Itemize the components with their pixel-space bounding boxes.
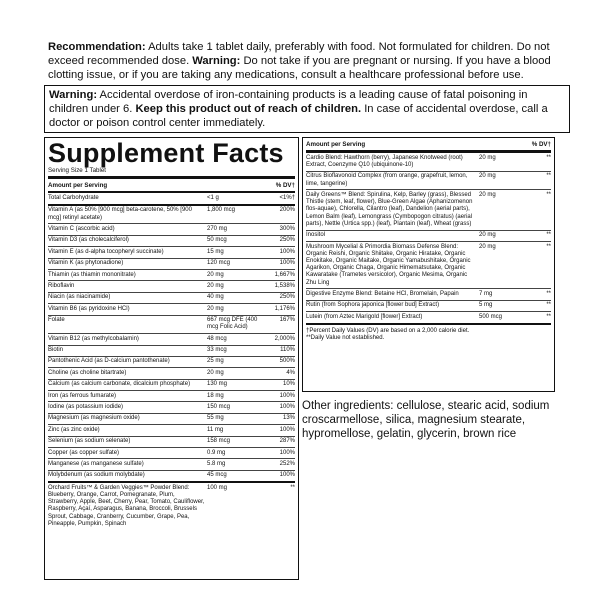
table-row: [48, 357, 295, 368]
nutrient-amount: 45 mcg: [207, 472, 227, 479]
nutrient-dv: 500%: [279, 358, 295, 365]
nutrient-dv: 13%: [282, 415, 295, 422]
nutrient-name: Copper (as copper sulfate): [48, 449, 120, 456]
table-row: [48, 270, 295, 281]
nutrient-name: Magnesium (as magnesium oxide): [48, 415, 140, 422]
table-row: [48, 448, 295, 459]
nutrient-amount: 0.9 mg: [207, 449, 226, 456]
table-row: [48, 304, 295, 315]
nutrient-dv: 4%: [286, 369, 295, 376]
table-row: [306, 153, 551, 172]
footnote-dv: †Percent Daily Values (DV) are based on a 2,000 calorie diet.: [306, 327, 470, 334]
table-row: [48, 206, 295, 225]
table-row: [48, 259, 295, 270]
nutrient-name: Thiamin (as thiamin mononitrate): [48, 271, 136, 278]
nutrient-dv: **: [546, 302, 551, 309]
table-row: [306, 242, 551, 289]
other-ingredients: Other ingredients: cellulose, stearic acid, sodium croscarmellose, silica, magnesium stearate, hypromellose, gelatin, glycerin, brown rice: [302, 400, 550, 440]
header-amount: Amount per Serving: [48, 182, 108, 190]
nutrient-name: Iodine (as potassium iodide): [48, 404, 124, 411]
warning-body: Accidental overdose of iron-containing products is a leading cause of fatal poisoning in children under 6.: [49, 89, 528, 115]
nutrient-dv: 100%: [279, 426, 295, 433]
table-row: [48, 368, 295, 379]
nutrient-dv: **: [546, 191, 551, 198]
nutrient-dv: 100%: [279, 404, 295, 411]
nutrient-amount: 5 mg: [479, 302, 493, 309]
nutrient-dv: 200%: [279, 207, 295, 214]
nutrient-amount: 1,800 mcg: [207, 207, 236, 214]
table-row: [48, 236, 295, 247]
nutrient-amount: 20 mg: [207, 305, 224, 312]
footnote-not-established: **Daily Value not established.: [306, 334, 385, 341]
nutrient-amount: 20 mg: [479, 243, 496, 250]
nutrient-amount: 20 mg: [479, 154, 496, 161]
nutrient-name: Manganese (as manganese sulfate): [48, 461, 144, 467]
nutrient-dv: **: [546, 290, 551, 297]
nutrient-amount: 120 mcg: [207, 260, 231, 267]
recommendation-body: Adults take 1 tablet daily, preferably with food. Not formulated for children. Do not exceed recommended dose.: [48, 41, 550, 67]
table-row: [48, 391, 295, 402]
header-dv-continued: % DV†: [531, 141, 551, 148]
nutrient-name: Folate: [48, 317, 65, 324]
nutrient-amount: 20 mg: [479, 191, 496, 198]
table-row: [306, 301, 551, 312]
table-row: [48, 316, 295, 335]
recommendation-warning-body: Do not take if you are pregnant or nursing. If you have a blood clotting issue, or if you are taking any medications, consult a healthcare professional before use.: [48, 55, 551, 81]
nutrient-name: Orchard Fruits™ & Garden Veggies™ Powder Blend: Blueberry, Orange, Carrot, Pomegranate, Plum, Strawberry, Apple, Beet, Cherry, Pear, Tomato, Cauliflower, Raspberry, Açaí, Asparagus, Banana, Broccoli, Brussels Sprout, Cabbage, Cranberry, Cucumber, Grape, Pea, Pineapple, Pumpkin, Spinach: [48, 484, 205, 527]
nutrient-name: Vitamin E (as d-alpha tocopheryl succinate): [48, 248, 164, 255]
nutrient-name: Biotin: [48, 347, 64, 354]
table-row: [48, 402, 295, 413]
nutrient-amount: 15 mg: [207, 248, 224, 255]
nutrient-dv: **: [546, 232, 551, 239]
nutrient-dv: 100%: [279, 260, 295, 267]
nutrient-dv: 250%: [279, 237, 295, 244]
nutrient-dv: 300%: [279, 225, 295, 232]
table-row: [48, 459, 295, 470]
nutrient-amount: 158 mcg: [207, 438, 231, 445]
table-row: [48, 471, 295, 483]
header-amount-continued: Amount per Serving: [306, 141, 366, 148]
nutrient-amount: 20 mg: [207, 369, 224, 376]
nutrient-name: Mushroom Mycelial & Primordia Biomass Defense Blend: Organic Reishi, Organic Shiitake, Organic Hiratake, Organic Enokitake, Organic Maitake, Organic Yamabushitake, Organic Agarikon, Organic Chaga, Organic Himematsutake, Organic Kawaratake (Trametes versicolor), Organic Mesima, Organic Zhu Ling: [306, 243, 471, 286]
nutrient-name: Niacin (as niacinamide): [48, 294, 111, 301]
nutrient-name: Zinc (as zinc oxide): [48, 426, 100, 433]
nutrient-amount: <1 g: [207, 195, 219, 201]
nutrient-dv: **: [546, 313, 551, 320]
nutrient-name: Vitamin K (as phytonadione): [48, 260, 124, 267]
nutrient-amount: 5.8 mg: [207, 461, 226, 467]
nutrient-dv: 100%: [279, 248, 295, 255]
table-row: [306, 190, 551, 230]
nutrient-rows: [48, 193, 295, 529]
nutrient-name: Calcium (as calcium carbonate, dicalcium phosphate): [48, 381, 191, 388]
table-row: [48, 425, 295, 436]
blend-rows: [306, 153, 551, 324]
supplement-facts-title: Supplement Facts: [48, 138, 284, 168]
recommendation-label: Recommendation:: [48, 41, 146, 53]
nutrient-name: Citrus Bioflavonoid Complex (from orange, grapefruit, lemon, lime, tangerine): [306, 173, 468, 187]
nutrient-dv: **: [546, 243, 551, 250]
nutrient-amount: 40 mg: [207, 294, 224, 301]
nutrient-dv: 167%: [279, 317, 295, 324]
nutrient-dv: <1%†: [279, 195, 295, 201]
supplement-facts-continued-panel: [302, 137, 555, 392]
nutrient-dv: 100%: [279, 472, 295, 479]
serving-size: Serving Size 1 Tablet: [48, 167, 295, 179]
table-row: [48, 293, 295, 304]
nutrient-dv: **: [546, 173, 551, 180]
nutrient-amount: 48 mcg: [207, 335, 227, 342]
nutrient-name: Daily Greens™ Blend: Spirulina, Kelp, Barley (grass), Blessed Thistle (stem, leaf, flower), Blue-Green Algae (Aphanizomenon flos-aquae), Chlorella, Cilantro (leaf), Dandelion (aerial parts), Lemon Balm (leaf), Lemongrass (Cymbopogon citratus) (aerial parts), Nettle (Urtica spp.) (leaf), Plantain (leaf), Wheat (grass): [306, 191, 473, 227]
nutrient-amount: 11 mg: [207, 426, 224, 433]
nutrient-name: Rutin (from Sophora japonica [flower bud] Extract): [306, 302, 440, 309]
nutrient-name: Pantothenic Acid (as D-calcium pantothenate): [48, 358, 170, 365]
table-row: [48, 224, 295, 235]
nutrient-name: Digestive Enzyme Blend: Betaine HCl, Bromelain, Papain: [306, 290, 459, 297]
table-row: [48, 193, 295, 205]
nutrient-dv: 250%: [279, 294, 295, 301]
nutrient-name: Lutein (from Aztec Marigold [flower] Extract): [306, 313, 423, 320]
nutrient-dv: 110%: [280, 347, 295, 354]
nutrient-name: Total Carbohydrate: [48, 195, 99, 201]
nutrient-amount: 18 mg: [207, 392, 224, 399]
table-row: [48, 281, 295, 292]
iron-warning-box: [44, 85, 570, 133]
nutrient-dv: 1,538%: [274, 282, 295, 289]
nutrient-name: Iron (as ferrous fumarate): [48, 392, 117, 399]
nutrient-dv: 100%: [279, 392, 295, 399]
nutrient-name: Molybdenum (as sodium molybdate): [48, 472, 145, 479]
nutrient-dv: 1,176%: [274, 305, 295, 312]
nutrient-name: Choline (as choline bitartrate): [48, 369, 127, 376]
nutrient-dv: 100%: [279, 449, 295, 456]
table-row: [306, 172, 551, 191]
nutrient-amount: 55 mg: [207, 415, 224, 422]
nutrient-name: Vitamin B6 (as pyridoxine HCl): [48, 305, 130, 312]
nutrient-amount: 130 mg: [207, 381, 228, 388]
nutrient-amount: 20 mg: [479, 173, 496, 180]
warning-body-end: In case of accidental overdose, call a doctor or poison control center immediately.: [49, 103, 548, 129]
nutrient-amount: 20 mg: [207, 271, 224, 278]
nutrient-amount: 20 mg: [479, 232, 496, 239]
nutrient-amount: 7 mg: [479, 290, 493, 297]
nutrient-amount: 500 mcg: [479, 313, 503, 320]
nutrient-dv: **: [546, 154, 551, 161]
table-row: [48, 346, 295, 357]
recommendation-text: [48, 40, 568, 82]
nutrient-amount: 50 mcg: [207, 237, 227, 244]
table-row: [306, 231, 551, 242]
nutrient-dv: 287%: [279, 438, 295, 445]
recommendation-warning-label: Warning:: [192, 55, 241, 67]
table-header: [48, 179, 295, 193]
table-row: [306, 289, 551, 300]
table-row: [48, 483, 295, 529]
nutrient-dv: 252%: [279, 461, 295, 467]
nutrient-name: Vitamin A (as 50% [900 mcg] beta-carotene, 50% [900 mcg] retinyl acetate): [48, 207, 192, 221]
warning-label: Warning:: [49, 89, 98, 101]
nutrient-amount: 270 mg: [207, 225, 228, 232]
nutrient-amount: 667 mcg DFE (400 mcg Folic Acid): [207, 317, 258, 331]
nutrient-amount: 150 mcg: [207, 404, 231, 411]
nutrient-amount: 33 mcg: [207, 347, 227, 354]
supplement-facts-panel: [44, 137, 299, 580]
table-row: [48, 414, 295, 425]
nutrient-dv: 2,000%: [274, 335, 295, 342]
nutrient-dv: 10%: [282, 381, 295, 388]
table-row: [306, 312, 551, 324]
nutrient-name: Vitamin C (ascorbic acid): [48, 225, 115, 232]
table-row: [48, 380, 295, 391]
table-header-continued: [306, 140, 551, 153]
nutrient-name: Riboflavin: [48, 282, 75, 289]
nutrient-amount: 100 mg: [207, 484, 228, 491]
nutrient-name: Vitamin D3 (as cholecalciferol): [48, 237, 129, 244]
nutrient-dv: **: [290, 484, 295, 491]
table-row: [48, 247, 295, 258]
nutrient-amount: 20 mg: [207, 282, 224, 289]
warning-keep-away: Keep this product out of reach of children.: [135, 103, 362, 115]
nutrient-dv: 1,667%: [274, 271, 295, 278]
nutrient-name: Vitamin B12 (as methylcobalamin): [48, 335, 139, 342]
nutrient-name: Selenium (as sodium selenate): [48, 438, 131, 445]
table-row: [48, 437, 295, 448]
table-row: [48, 334, 295, 345]
nutrient-name: Inositol: [306, 232, 326, 239]
header-dv: % DV†: [275, 182, 295, 190]
nutrient-amount: 25 mg: [207, 358, 224, 365]
nutrient-name: Cardio Blend: Hawthorn (berry), Japanese Knotweed (root) Extract, Coenzyme Q10 (ubiquinone-10): [306, 154, 463, 168]
